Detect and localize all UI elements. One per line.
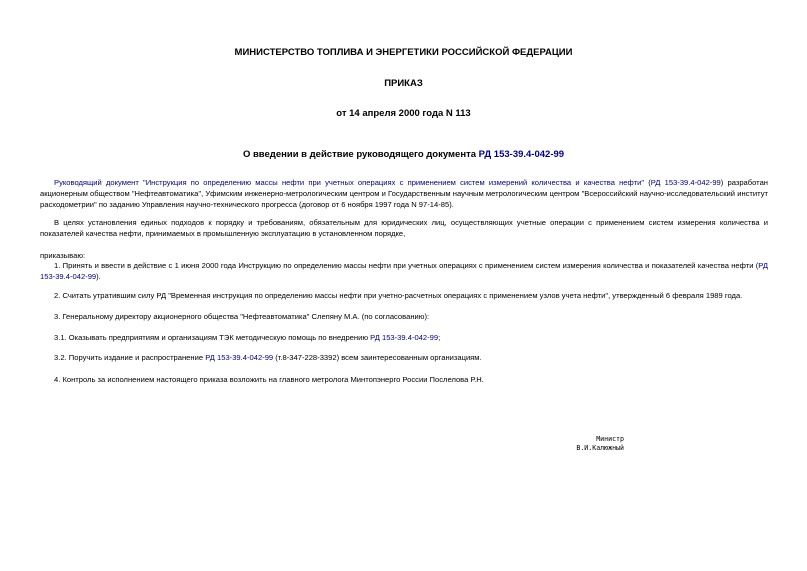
order-item-3-1-text: 3.1. Оказывать предприятиям и организациям ТЭК методическую помощь по внедрению <box>54 333 371 342</box>
order-item-2: 2. Считать утратившим силу РД "Временная инструкция по определению массы нефти при учетно-расчетных операциях с применением узлов учета нефти", утвержденный 6 февраля 1989 года. <box>54 291 743 300</box>
ministry-title: МИНИСТЕРСТВО ТОПЛИВА И ЭНЕРГЕТИКИ РОССИЙСКОЙ ФЕДЕРАЦИИ <box>234 47 573 58</box>
order-word: приказываю: <box>40 251 86 260</box>
order-item-3-2-text: 3.2. Поручить издание и распространение <box>54 353 206 362</box>
order-item-3-2-tail: (т.8-347-228-3392) всем заинтересованным организациям. <box>273 353 482 362</box>
order-item-3-1 <box>40 332 768 343</box>
order-subject-text: О введении в действие руководящего документа <box>242 149 479 160</box>
intro-text-part2: ) разработан акционерным обществом "Нефтеавтоматика", Уфимским инженерно-метрологическим центром и Государственным научным метрологическим центром "Всероссийский научно-исследовательский институт расходометрии" по заданию Управления научно-технического прогресса (договор от 6 ноября 1997 года N 97-14-85). <box>40 178 768 209</box>
order-subject <box>0 149 807 160</box>
order-item-3: 3. Генеральному директору акционерного общества "Нефтеавтоматика" Слепяну М.А. (по согласованию): <box>54 312 430 321</box>
order-item-3-1-tail: ; <box>438 333 441 342</box>
signer-title: Министр <box>596 435 624 443</box>
guidance-document-link[interactable]: Руководящий документ "Инструкция по определению массы нефти при учетных операциях с применением систем измерений количества и качества нефти" <box>54 178 645 187</box>
purpose-paragraph: В целях установления единых подходов к порядку и требованиям, обязательным для юридических лиц, осуществляющих учетные операции с применением систем измерения количества и показателей качества нефти, принимаемых в промышленную эксплуатацию в установленном порядке, <box>40 218 768 238</box>
order-item-1-text: 1. Принять и ввести в действие с 1 июня 2000 года Инструкцию по определению массы нефти при учетных операциях с применением систем измерения количества и показателей качества нефти ( <box>54 261 759 270</box>
intro-paragraph <box>40 177 768 210</box>
rd-link-intro[interactable]: РД 153-39.4-042-99 <box>650 178 721 187</box>
subject-document-link[interactable]: РД 153-39.4-042-99 <box>478 149 565 160</box>
order-item-1 <box>40 260 768 282</box>
order-item-1-tail: ). <box>96 272 101 281</box>
rd-link-item-1[interactable]: РД 153-39.4-042-99 <box>40 261 768 281</box>
order-item-3-2 <box>40 352 768 363</box>
order-item-4: 4. Контроль за исполнением настоящего приказа возложить на главного метролога Минтопэнерго России Послелова Р.Н. <box>54 375 484 384</box>
rd-link-item-3-1[interactable]: РД 153-39.4-042-99 <box>370 333 439 342</box>
document-type: ПРИКАЗ <box>384 78 423 89</box>
order-date-number: от 14 апреля 2000 года N 113 <box>336 108 471 119</box>
signer-name: В.И.Калюжный <box>576 444 624 452</box>
rd-link-item-3-2[interactable]: РД 153-39.4-042-99 <box>205 353 274 362</box>
intro-text-part1: ( <box>644 178 651 187</box>
signature-block <box>540 435 624 453</box>
